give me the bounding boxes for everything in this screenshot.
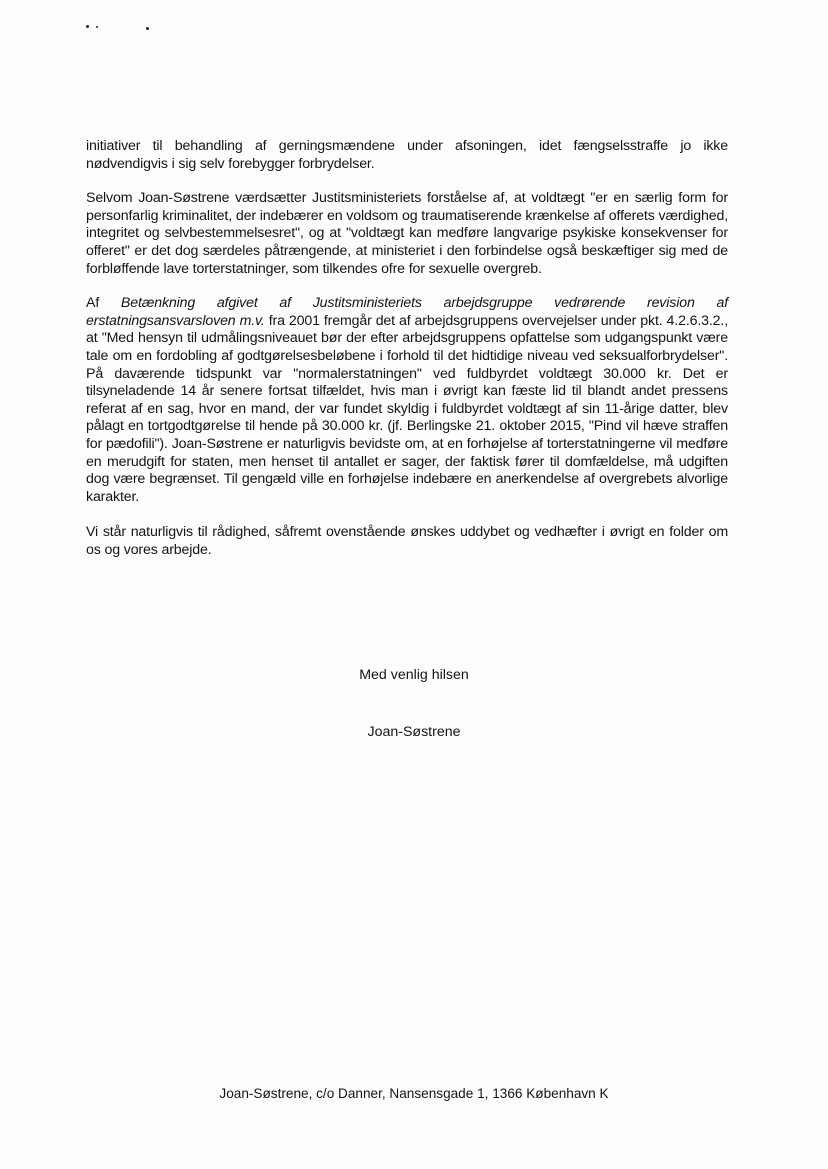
paragraph-availability: Vi står naturligvis til rådighed, såfremt ovenstående ønskes uddybet og vedhæfter i øvrigt en folder om os og vores arbejde.	[86, 524, 728, 558]
footer-address: Joan-Søstrene, c/o Danner, Nansensgade 1, 1366 København K	[219, 1086, 609, 1101]
signature: Joan-Søstrene	[367, 724, 461, 740]
report-title: Betænkning afgivet af Justitsministeriets arbejdsgruppe vedrørende revision af erstatningsansvarsloven m.v.	[86, 295, 728, 329]
paragraph-initiatives: initiativer til behandling af gerningsmændene under afsoningen, idet fængselsstraffe jo ikke nødvendigvis i sig selv forebygger forbrydelser.	[86, 138, 728, 172]
paragraph-lead: Af	[86, 295, 121, 312]
paragraph-rest: fra 2001 fremgår det af arbejdsgruppens overvejelser under pkt. 4.2.6.3.2., at "Med hensyn til udmålingsniveauet bør der efter arbejdsgruppens opfattelse som udgangspunkt være tale om en fordobling af godtgørelsesbeløbene i forhold til det hidtidige niveau ved seksualforbrydelser". På daværende tidspunkt var "normalerstatningen" ved fuldbyrdet voldtægt 30.000 kr. Det er tilsyneladende 14 år senere fortsat tilfældet, hvis man i øvrigt kan fæste lid til blandt andet pressens referat af en sag, hvor en mand, der var fundet skyldig i fuldbyrdet voldtægt af sin 11-årige datter, blev pålagt en tortgodtgørelse til hende på 30.000 kr. (jf. Berlingske 21. oktober 2015, "Pind vil hæve straffen for pædofili"). Joan-Søstrene er naturligvis bevidste om, at en forhøjelse af torterstatningerne vil medføre en merudgift for staten, men henset til antallet er sager, der faktisk fører til domfældelse, må udgiften dog være begrænset. Til gengæld ville en forhøjelse indebære en anerkendelse af overgrebets alvorlige karakter.	[86, 312, 728, 505]
letter-body	[86, 138, 728, 576]
scan-speck	[86, 25, 89, 28]
scan-speck	[96, 26, 98, 28]
paragraph-appreciation: Selvom Joan-Søstrene værdsætter Justitsministeriets forståelse af, at voldtægt "er en særlig form for personfarlig kriminalitet, der indebærer en voldsom og traumatiserende krænkelse af offerets værdighed, integritet og selvbestemmelsesret", og at "voldtægt kan medføre langvarige psykiske konsekvenser for offeret" er det dog særdeles påtrængende, at ministeriet i den forbindelse også beskæftiger sig med de forbløffende lave torterstatninger, som tilkendes ofre for sexuelle overgreb.	[86, 190, 728, 277]
closing-greeting: Med venlig hilsen	[359, 667, 469, 683]
scan-speck	[146, 27, 149, 30]
paragraph-report-reference	[86, 295, 728, 506]
